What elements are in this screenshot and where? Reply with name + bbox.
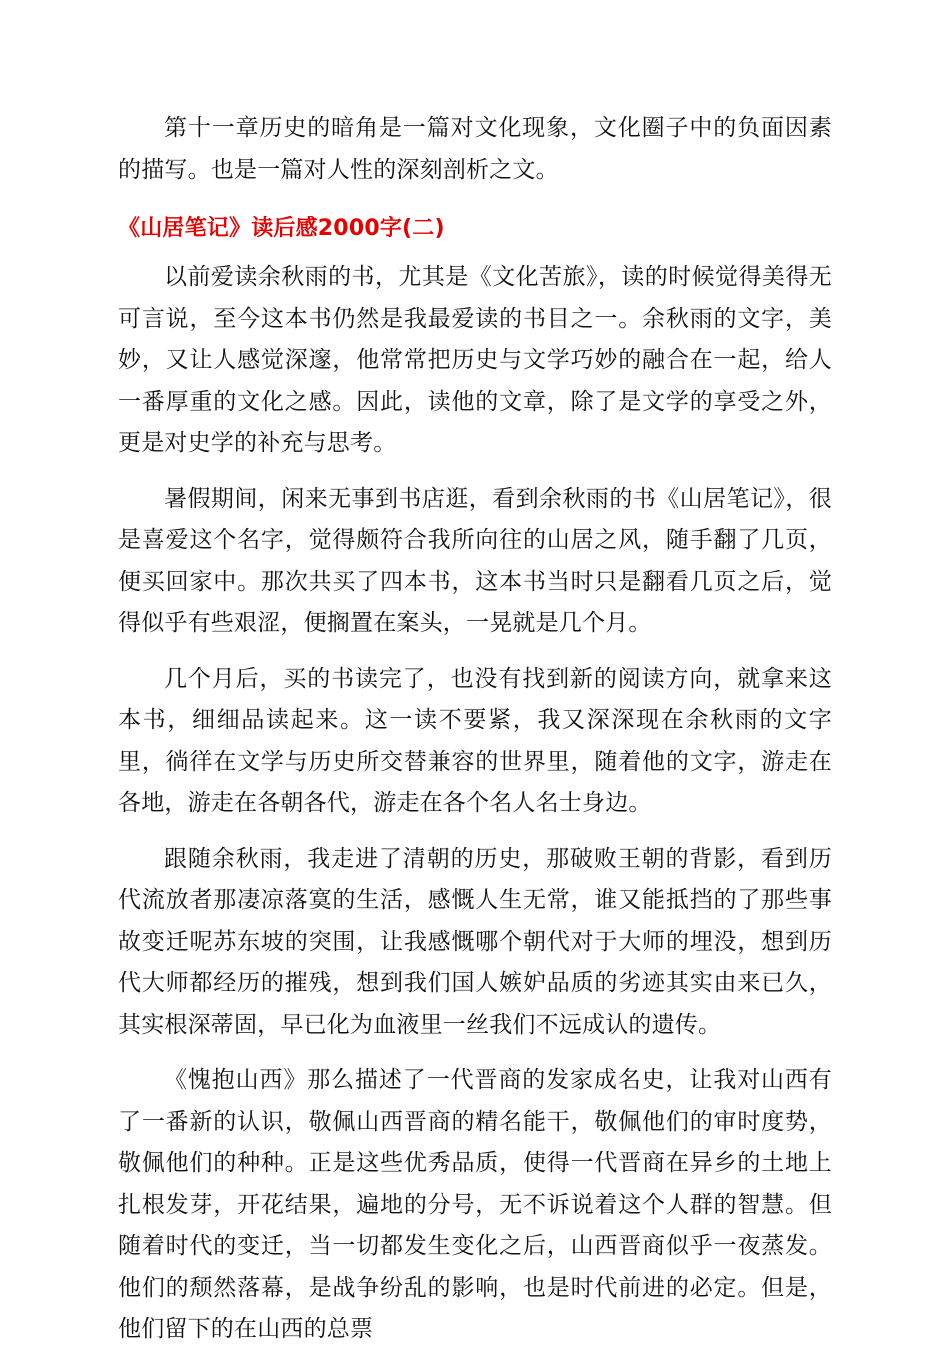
spacer [118,245,832,257]
intro-paragraph: 第十一章历史的暗角是一篇对文化现象，文化圈子中的负面因素的描写。也是一篇对人性的深刻剖析之文。 [118,115,832,183]
spacer [118,825,832,839]
section-heading: 《山居笔记》读后感2000字(二) [118,216,445,241]
body-paragraph-4: 跟随余秋雨，我走进了清朝的历史，那破败王朝的背影，看到历代流放者那凄凉落寞的生活，感慨人生无常，谁又能抵挡的了那些事故变迁呢苏东坡的突围，让我感慨哪个朝代对于大师的埋没，想到历代大师都经历的摧残，想到我们国人嫉妒品质的劣迹其实由来已久，其实根深蒂固，早已化为血液里一丝我们不远成认的遗传。 [118,845,832,1038]
spacer [118,191,832,213]
spacer [118,645,832,659]
body-paragraph-5: 《愧抱山西》那么描述了一代晋商的发家成名史，让我对山西有了一番新的认识，敬佩山西晋商的精名能干，敬佩他们的审时度势，敬佩他们的种种。正是这些优秀品质，使得一代晋商在异乡的土地上扎根发芽，开花结果，遍地的分号，无不诉说着这个人群的智慧。但随着时代的变迁，当一切都发生变化之后，山西晋商似乎一夜蒸发。他们的颓然落幕，是战争纷乱的影响，也是时代前进的必定。但是，他们留下的在山西的总票 [118,1067,832,1342]
body-paragraph-1: 以前爱读余秋雨的书，尤其是《文化苦旅》，读的时候觉得美得无可言说，至今这本书仍然是我最爱读的书目之一。余秋雨的文字，美妙，又让人感觉深邃，他常常把历史与文学巧妙的融合在一起，给人一番厚重的文化之感。因此，读他的文章，除了是文学的享受之外，更是对史学的补充与思考。 [118,264,832,456]
document-body [118,108,832,1351]
spacer [118,1046,832,1060]
body-paragraph-3: 几个月后，买的书读完了，也没有找到新的阅读方向，就拿来这本书，细细品读起来。这一读不要紧，我又深深现在余秋雨的文字里，徜徉在文学与历史所交替兼容的世界里，随着他的文字，游走在各地，游走在各朝各代，游走在各个名人名士身边。 [118,665,832,816]
spacer [118,465,832,479]
body-paragraph-2: 暑假期间，闲来无事到书店逛，看到余秋雨的书《山居笔记》，很是喜爱这个名字，觉得颇符合我所向往的山居之风，随手翻了几页，便买回家中。那次共买了四本书，这本书当时只是翻看几页之后，觉得似乎有些艰涩，便搁置在案头，一晃就是几个月。 [118,485,832,636]
